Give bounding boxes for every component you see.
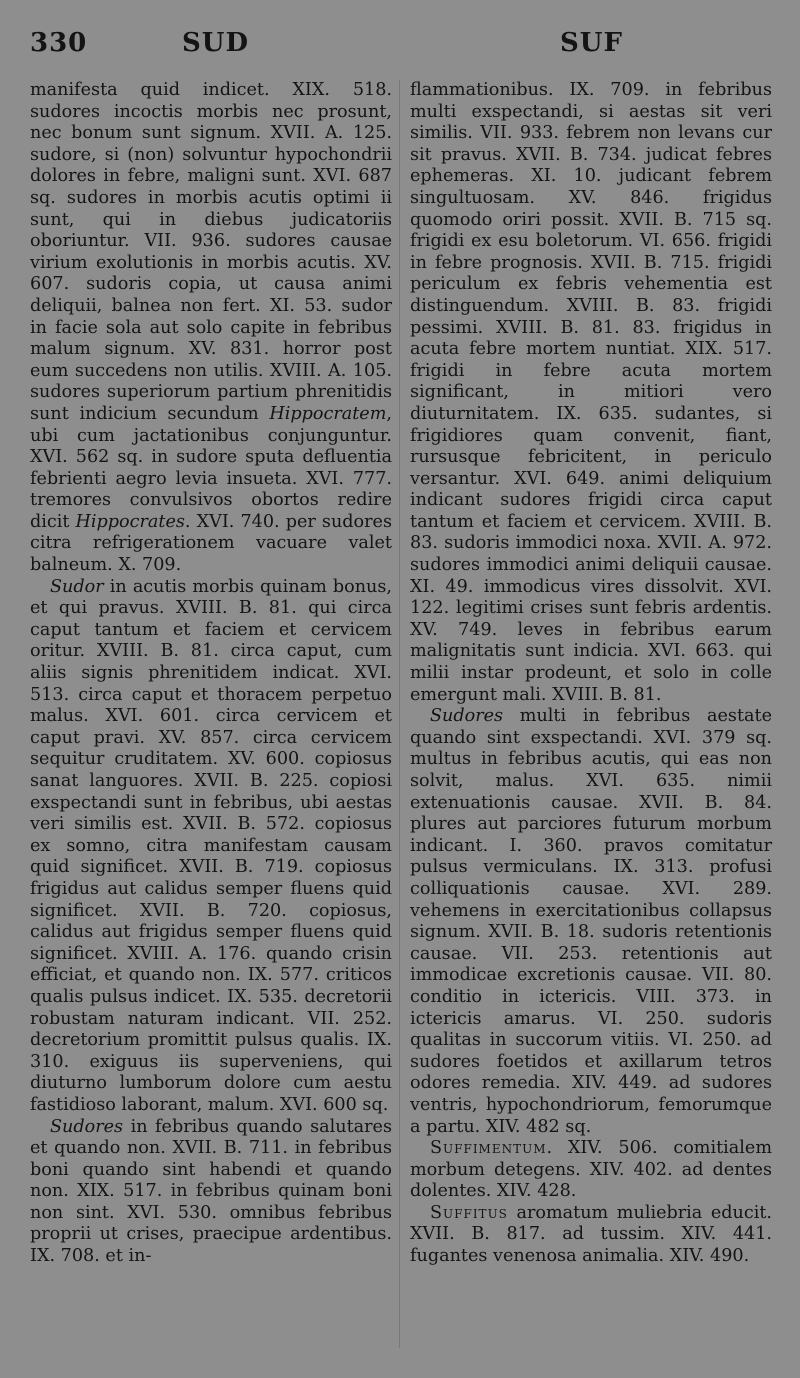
left-running-head: SUD — [182, 28, 249, 58]
paragraph — [30, 80, 392, 577]
text-columns — [30, 80, 772, 1268]
emphasis-text: Sudor — [50, 576, 104, 597]
text-run: . XVI. 740. per sudores citra refrigerationem vacuare valet balneum. X. 709. — [30, 511, 392, 576]
text-run: flammationibus. IX. 709. in febribus multi exspectandi, si aestas sit veri similis. VII. 933. febrem non levans cur sit pravus. XVII. B. 734. judicat febres ephemeras. XI. 10. judicant febrem singultuosam. XV. 846. frigidus quomodo oriri possit. XVII. B. 715 sq. frigidi ex esu boletorum. VI. 656. frigidi in febre prognosis. XVII. B. 715. frigidi periculum ex febris vehementia est distinguendum. XVIII. B. 83. frigidi pessimi. XVIII. B. 81. 83. frigidus in acuta febre mortem nuntiat. XIX. 517. frigidi in febre acuta mortem significant, in mitiori vero diuturnitatem. IX. 635. sudantes, si frigidiores quam convenit, fiant, rursusque febricitent, in periculo versantur. XVI. 649. animi deliquium indicant sudores frigidi circa caput tantum et faciem et cervicem. XVIII. B. 83. sudoris immodici noxa. XVII. A. 972. sudores immodici animi deliquii causae. XI. 49. immodicus vires dissolvit. XVI. 122. legitimi crises sunt febris ardentis. XV. 749. leves in febribus earum malignitatis sunt indicia. XVI. 663. qui milii instar prodeunt, et solo in colle emergunt mali. XVIII. B. 81. — [410, 80, 772, 705]
right-column — [410, 80, 772, 1268]
emphasis-text: Sudores — [50, 1116, 124, 1137]
paragraph — [30, 1117, 392, 1268]
text-run: . XIV. 506. comitialem morbum detegens. XIV. 402. ad dentes dolentes. XIV. 428. — [410, 1138, 772, 1202]
text-run: multi in febribus aestate quando sint exspectandi. XVI. 379 sq. multus in febribus acutis, qui eas non solvit, malus. XVI. 635. nimii extenuationis causae. XVII. B. 84. plures aut parciores futurum morbum indicant. I. 360. pravos comitatur pulsus vermiculans. IX. 313. profusi colliquationis causae. XVI. 289. vehemens in exercitationibus collapsus signum. XVII. B. 18. sudoris retentionis causae. VII. 253. retentionis aut immodicae excretionis causae. VII. 80. conditio in ictericis. VIII. 373. in ictericis amarus. VI. 250. sudoris qualitas in succorum vitiis. VI. 250. ad sudores foetidos et axillarum tetros odores remedia. XIV. 449. ad sudores ventris, hypochondriorum, femorumque a partu. XIV. 482 sq. — [410, 706, 772, 1137]
left-column — [30, 80, 392, 1268]
text-run: aromatum muliebria educit. XVII. B. 817. ad tussim. XIV. 441. fugantes venenosa animalia. XIV. 490. — [410, 1202, 772, 1267]
text-run: in febribus quando salutares et quando non. XVII. B. 711. in febribus boni quando sint habendi et quando non. XIX. 517. in febribus quinam boni non sint. XVI. 530. omnibus febribus proprii ut crises, praecipue ardentibus. IX. 708. et in- — [30, 1116, 392, 1267]
emphasis-text: Hippocratem — [269, 403, 387, 424]
running-header — [30, 28, 770, 62]
emphasis-text: Suffitus — [430, 1202, 508, 1223]
right-running-head: SUF — [560, 28, 623, 58]
emphasis-text: Suffimentum — [430, 1138, 547, 1159]
text-run: in acutis morbis quinam bonus, et qui pravus. XVIII. B. 81. qui circa caput tantum et faciem et cervicem oritur. XVIII. B. 81. circa caput, cum aliis signis phrenitidem indicat. XVI. 513. circa caput et thoracem perpetuo malus. XVI. 601. circa cervicem et caput pravi. XV. 857. circa cervicem sequitur cruditatem. XV. 600. copiosus sanat languores. XVII. B. 225. copiosi exspectandi sunt in febribus, ubi aestas veri similis est. XVII. B. 572. copiosus ex somno, citra manifestam causam quid significet. XVII. B. 719. copiosus frigidus aut calidus semper fluens quid significet. XVII. B. 720. copiosus, calidus aut frigidus semper fluens quid significet. XVIII. A. 176. quando crisin efficiat, et quando non. IX. 577. criticos qualis pulsus indicet. IX. 535. decretorii robustam naturam indicant. VII. 252. decretorium promittit pulsus qualis. IX. 310. exiguus iis superveniens, qui diuturno lumborum dolore cum aestu fastidioso laborant, malum. XVI. 600 sq. — [30, 576, 392, 1115]
emphasis-text: Sudores — [430, 706, 504, 727]
text-run: , ubi cum jactationibus conjunguntur. XVI. 562 sq. in sudore sputa defluentia febrienti aegro levia insueta. XVI. 777. tremores convulsivos obortos redire dicit — [30, 403, 392, 532]
paragraph — [30, 577, 392, 1117]
paragraph — [410, 706, 772, 1138]
paragraph — [410, 1203, 772, 1268]
emphasis-text: Hippocrates — [75, 511, 185, 532]
page-number: 330 — [30, 28, 88, 58]
text-run: manifesta quid indicet. XIX. 518. sudores incoctis morbis nec prosunt, nec bonum sunt signum. XVII. A. 125. sudore, si (non) solvuntur hypochondrii dolores in febre, maligni sunt. XVI. 687 sq. sudores in morbis acutis optimi ii sunt, qui in diebus judicatoriis oboriuntur. VII. 936. sudores causae virium exolutionis in morbis acutis. XV. 607. sudoris copia, ut causa animi deliquii, balnea non fert. XI. 53. sudor in facie sola aut solo capite in febribus malum signum. XV. 831. horror post eum succedens non utilis. XVIII. A. 105. sudores superiorum partium phrenitidis sunt indicium secundum — [30, 80, 392, 424]
paragraph — [410, 80, 772, 706]
paragraph — [410, 1138, 772, 1203]
